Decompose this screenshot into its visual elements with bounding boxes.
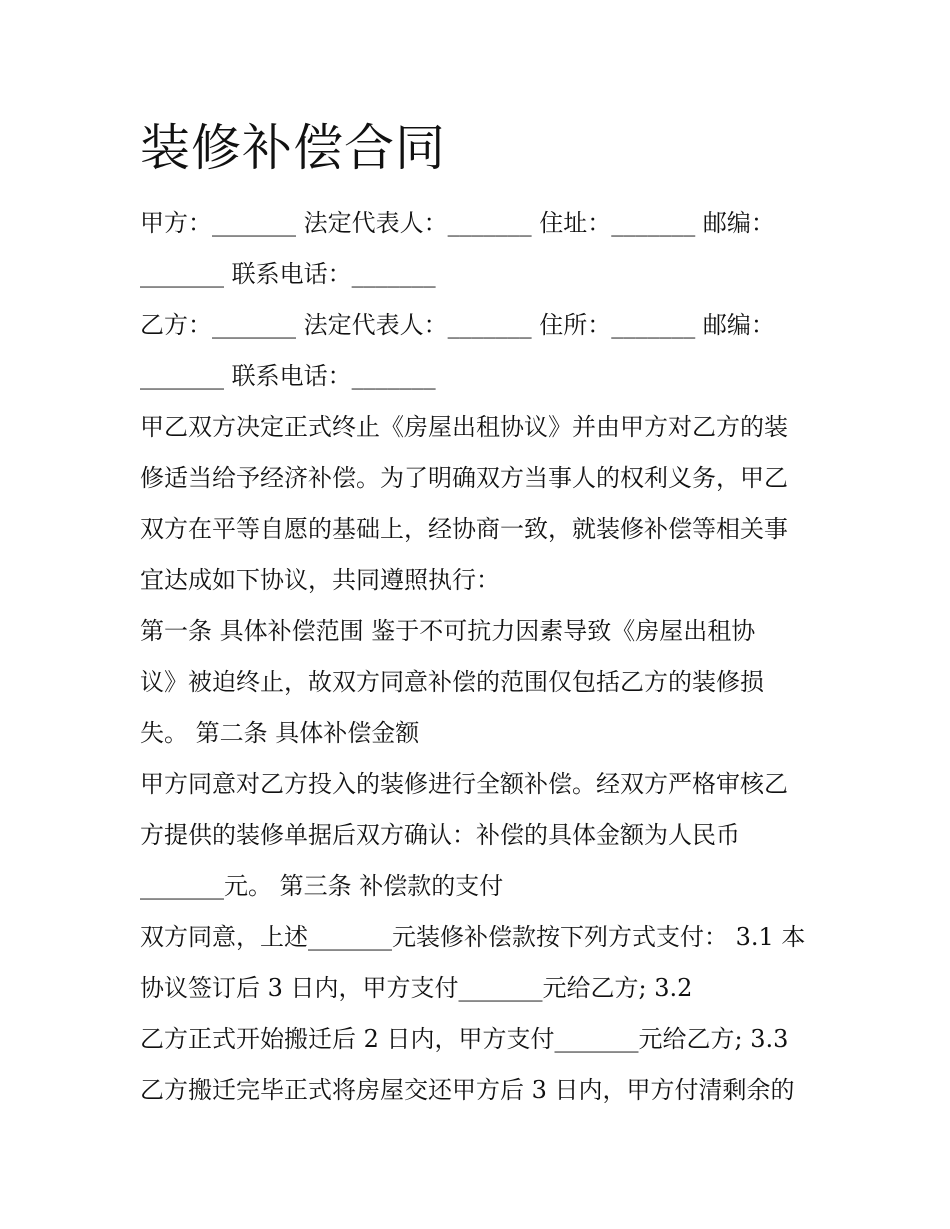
body-line: 宜达成如下协议，共同遵照执行： — [140, 566, 500, 594]
body-line: 乙方正式开始搬迁后 2 日内，甲方支付_______元给乙方; 3.3 — [140, 1025, 789, 1053]
document-title: 装修补偿合同 — [140, 119, 446, 177]
body-line: 议》被迫终止，故双方同意补偿的范围仅包括乙方的装修损 — [140, 668, 764, 696]
body-line: 方提供的装修单据后双方确认：补偿的具体金额为人民币 — [140, 821, 740, 849]
body-line: 甲方同意对乙方投入的装修进行全额补偿。经双方严格审核乙 — [140, 770, 788, 798]
body-line: 乙方搬迁完毕正式将房屋交还甲方后 3 日内，甲方付清剩余的 — [140, 1076, 795, 1104]
party-a-line-2: _______ 联系电话：_______ — [140, 260, 436, 288]
body-line: 协议签订后 3 日内，甲方支付_______元给乙方; 3.2 — [140, 974, 693, 1002]
body-line: 双方在平等自愿的基础上，经协商一致，就装修补偿等相关事 — [140, 515, 788, 543]
article-three-line: _______元。 第三条 补偿款的支付 — [140, 872, 504, 900]
party-a-line-1: 甲方：_______ 法定代表人：_______ 住址：_______ 邮编： — [140, 209, 775, 237]
body-line: 甲乙双方决定正式终止《房屋出租协议》并由甲方对乙方的装 — [140, 413, 788, 441]
body-line: 修适当给予经济补偿。为了明确双方当事人的权利义务，甲乙 — [140, 464, 788, 492]
party-b-line-2: _______ 联系电话：_______ — [140, 362, 436, 390]
party-b-line-1: 乙方：_______ 法定代表人：_______ 住所：_______ 邮编： — [140, 311, 775, 339]
article-two-line: 失。 第二条 具体补偿金额 — [140, 719, 420, 747]
article-one-line: 第一条 具体补偿范围 鉴于不可抗力因素导致《房屋出租协 — [140, 617, 756, 645]
body-line: 双方同意，上述_______元装修补偿款按下列方式支付： 3.1 本 — [140, 923, 806, 951]
